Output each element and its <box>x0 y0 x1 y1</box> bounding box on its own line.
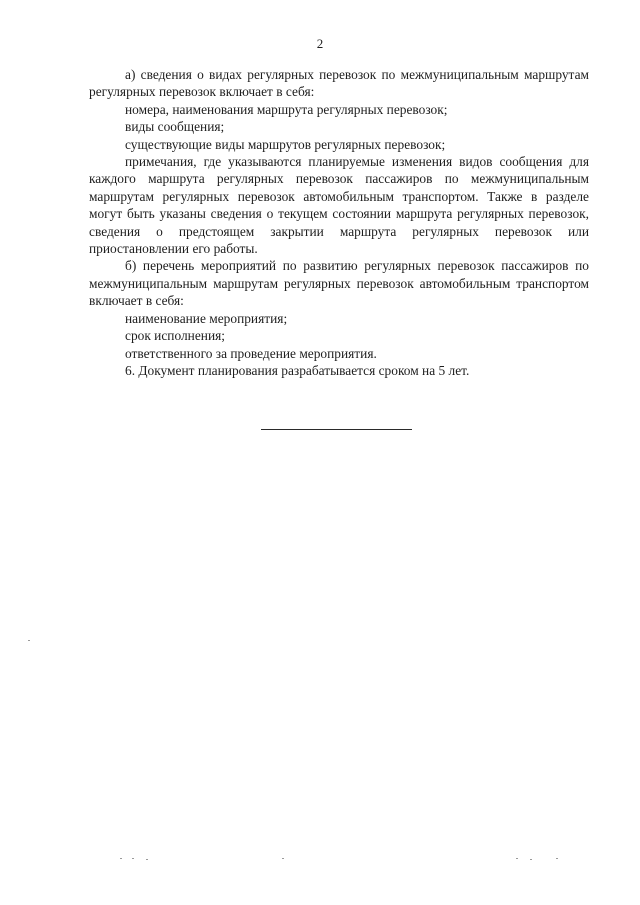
paragraph-a-intro: а) сведения о видах регулярных перевозок по межмуниципальным маршрутам регулярных перевозок включает в себя: <box>89 67 589 100</box>
list-item-route-types: существующие виды маршрутов регулярных перевозок; <box>125 136 446 152</box>
list-item-service-types: виды сообщения; <box>125 119 225 135</box>
list-item-route-numbers: номера, наименования маршрута регулярных перевозок; <box>125 101 448 117</box>
list-item-activity-name: наименование мероприятия; <box>125 310 288 326</box>
scan-artifact <box>282 858 284 859</box>
paragraph-b-intro: б) перечень мероприятий по развитию регулярных перевозок пассажиров по межмуниципальным маршрутам регулярных перевозок автомобильным транспортом включает в себя: <box>89 258 589 309</box>
scan-artifact <box>530 859 532 860</box>
scan-artifact <box>132 858 134 859</box>
scan-artifact <box>120 858 122 859</box>
scan-artifact <box>556 858 558 859</box>
document-body <box>89 66 589 379</box>
end-divider-line <box>261 429 412 430</box>
list-item-deadline: срок исполнения; <box>125 328 225 344</box>
scan-artifact <box>516 858 518 859</box>
paragraph-6-term: 6. Документ планирования разрабатывается сроком на 5 лет. <box>125 362 470 378</box>
scan-artifact <box>146 859 148 860</box>
list-item-notes: примечания, где указываются планируемые изменения видов сообщения для каждого маршрута регулярных перевозок пассажиров по межмуниципальным маршрутам регулярных перевозок автомобильным транспортом. Также в разделе могут быть указаны сведения о текущем состоянии маршрута регулярных перевозок, сведения о предстоящем закрытии маршрута регулярных перевозок или приостановлении его работы. <box>89 154 589 257</box>
list-item-responsible: ответственного за проведение мероприятия. <box>125 345 377 361</box>
scan-artifact <box>28 640 30 641</box>
page-number: 2 <box>316 36 324 51</box>
